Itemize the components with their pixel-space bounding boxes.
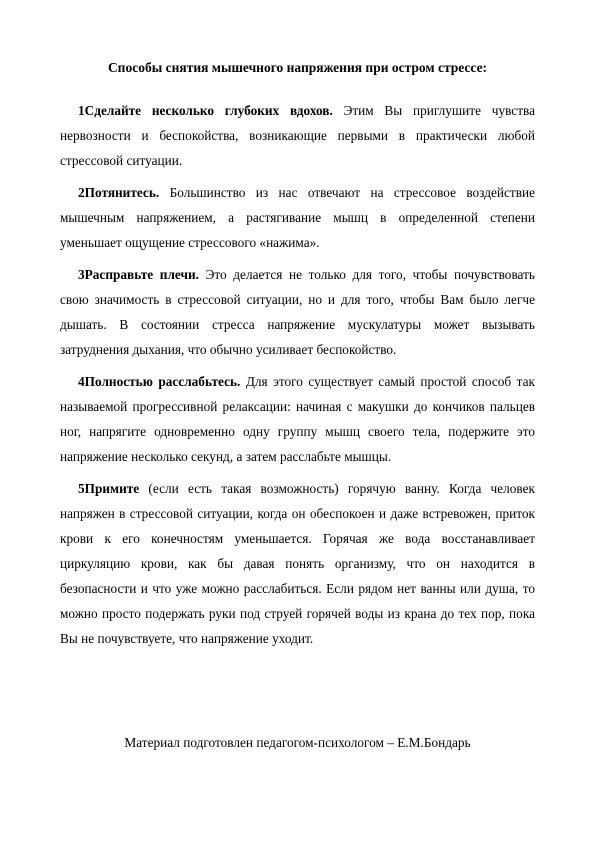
paragraph-text: (если есть такая возможность) горячую ванну. Когда человек напряжен в стрессовой ситуации, когда он обеспокоен и даже встревожен, приток крови к его конечностям уменьшается. Горячая же вода восстанавливает циркуляцию крови, как бы давая понять организму, что он находится в безопасности и что уже можно расслабиться. Если рядом нет ванны или душа, то можно просто подержать руки под струей горячей воды из крана до тех пор, пока Вы не почувствуете, что напряжение уходит. <box>60 481 535 646</box>
paragraph-hot-bath <box>60 476 535 651</box>
paragraph-lead: 1Сделайте несколько глубоких вдохов. <box>78 103 333 118</box>
paragraph-lead: 3Расправьте плечи. <box>78 267 199 282</box>
paragraph-text: Для этого существует самый простой способ так называемой прогрессивной релаксации: начиная с макушки до кончиков пальцев ног, напрягите одновременно одну группу мышц своего тела, подержите это напряжение несколько секунд, а затем расслабьте мышцы. <box>60 374 535 464</box>
paragraph-deep-breaths <box>60 98 535 173</box>
document-title: Способы снятия мышечного напряжения при остром стрессе: <box>107 60 488 75</box>
paragraph-text: Это делается не только для того, чтобы почувствовать свою значимость в стрессовой ситуации, но и для того, чтобы Вам было легче дышать. В состоянии стресса напряжение мускулатуры может вызывать затруднения дыхания, что обычно усиливает беспокойство. <box>60 267 535 357</box>
paragraph-lead: 2Потянитесь. <box>78 185 160 200</box>
paragraph-lead: 4Полностью расслабьтесь. <box>78 374 241 389</box>
paragraph-text: Большинство из нас отвечают на стрессовое воздействие мышечным напряжением, а растягивание мышц в определенной степени уменьшает ощущение стрессового «нажима». <box>60 185 535 250</box>
paragraph-text: Этим Вы приглушите чувства нервозности и беспокойства, возникающие первыми в практически любой стрессовой ситуации. <box>60 103 536 168</box>
author-credit: Материал подготовлен педагогом-психологом – Е.М.Бондарь <box>124 735 471 750</box>
document-body <box>60 98 535 658</box>
paragraph-stretch <box>60 180 535 255</box>
paragraph-shoulders <box>60 262 535 362</box>
paragraph-relax <box>60 369 535 469</box>
paragraph-lead: 5Примите <box>78 481 140 496</box>
